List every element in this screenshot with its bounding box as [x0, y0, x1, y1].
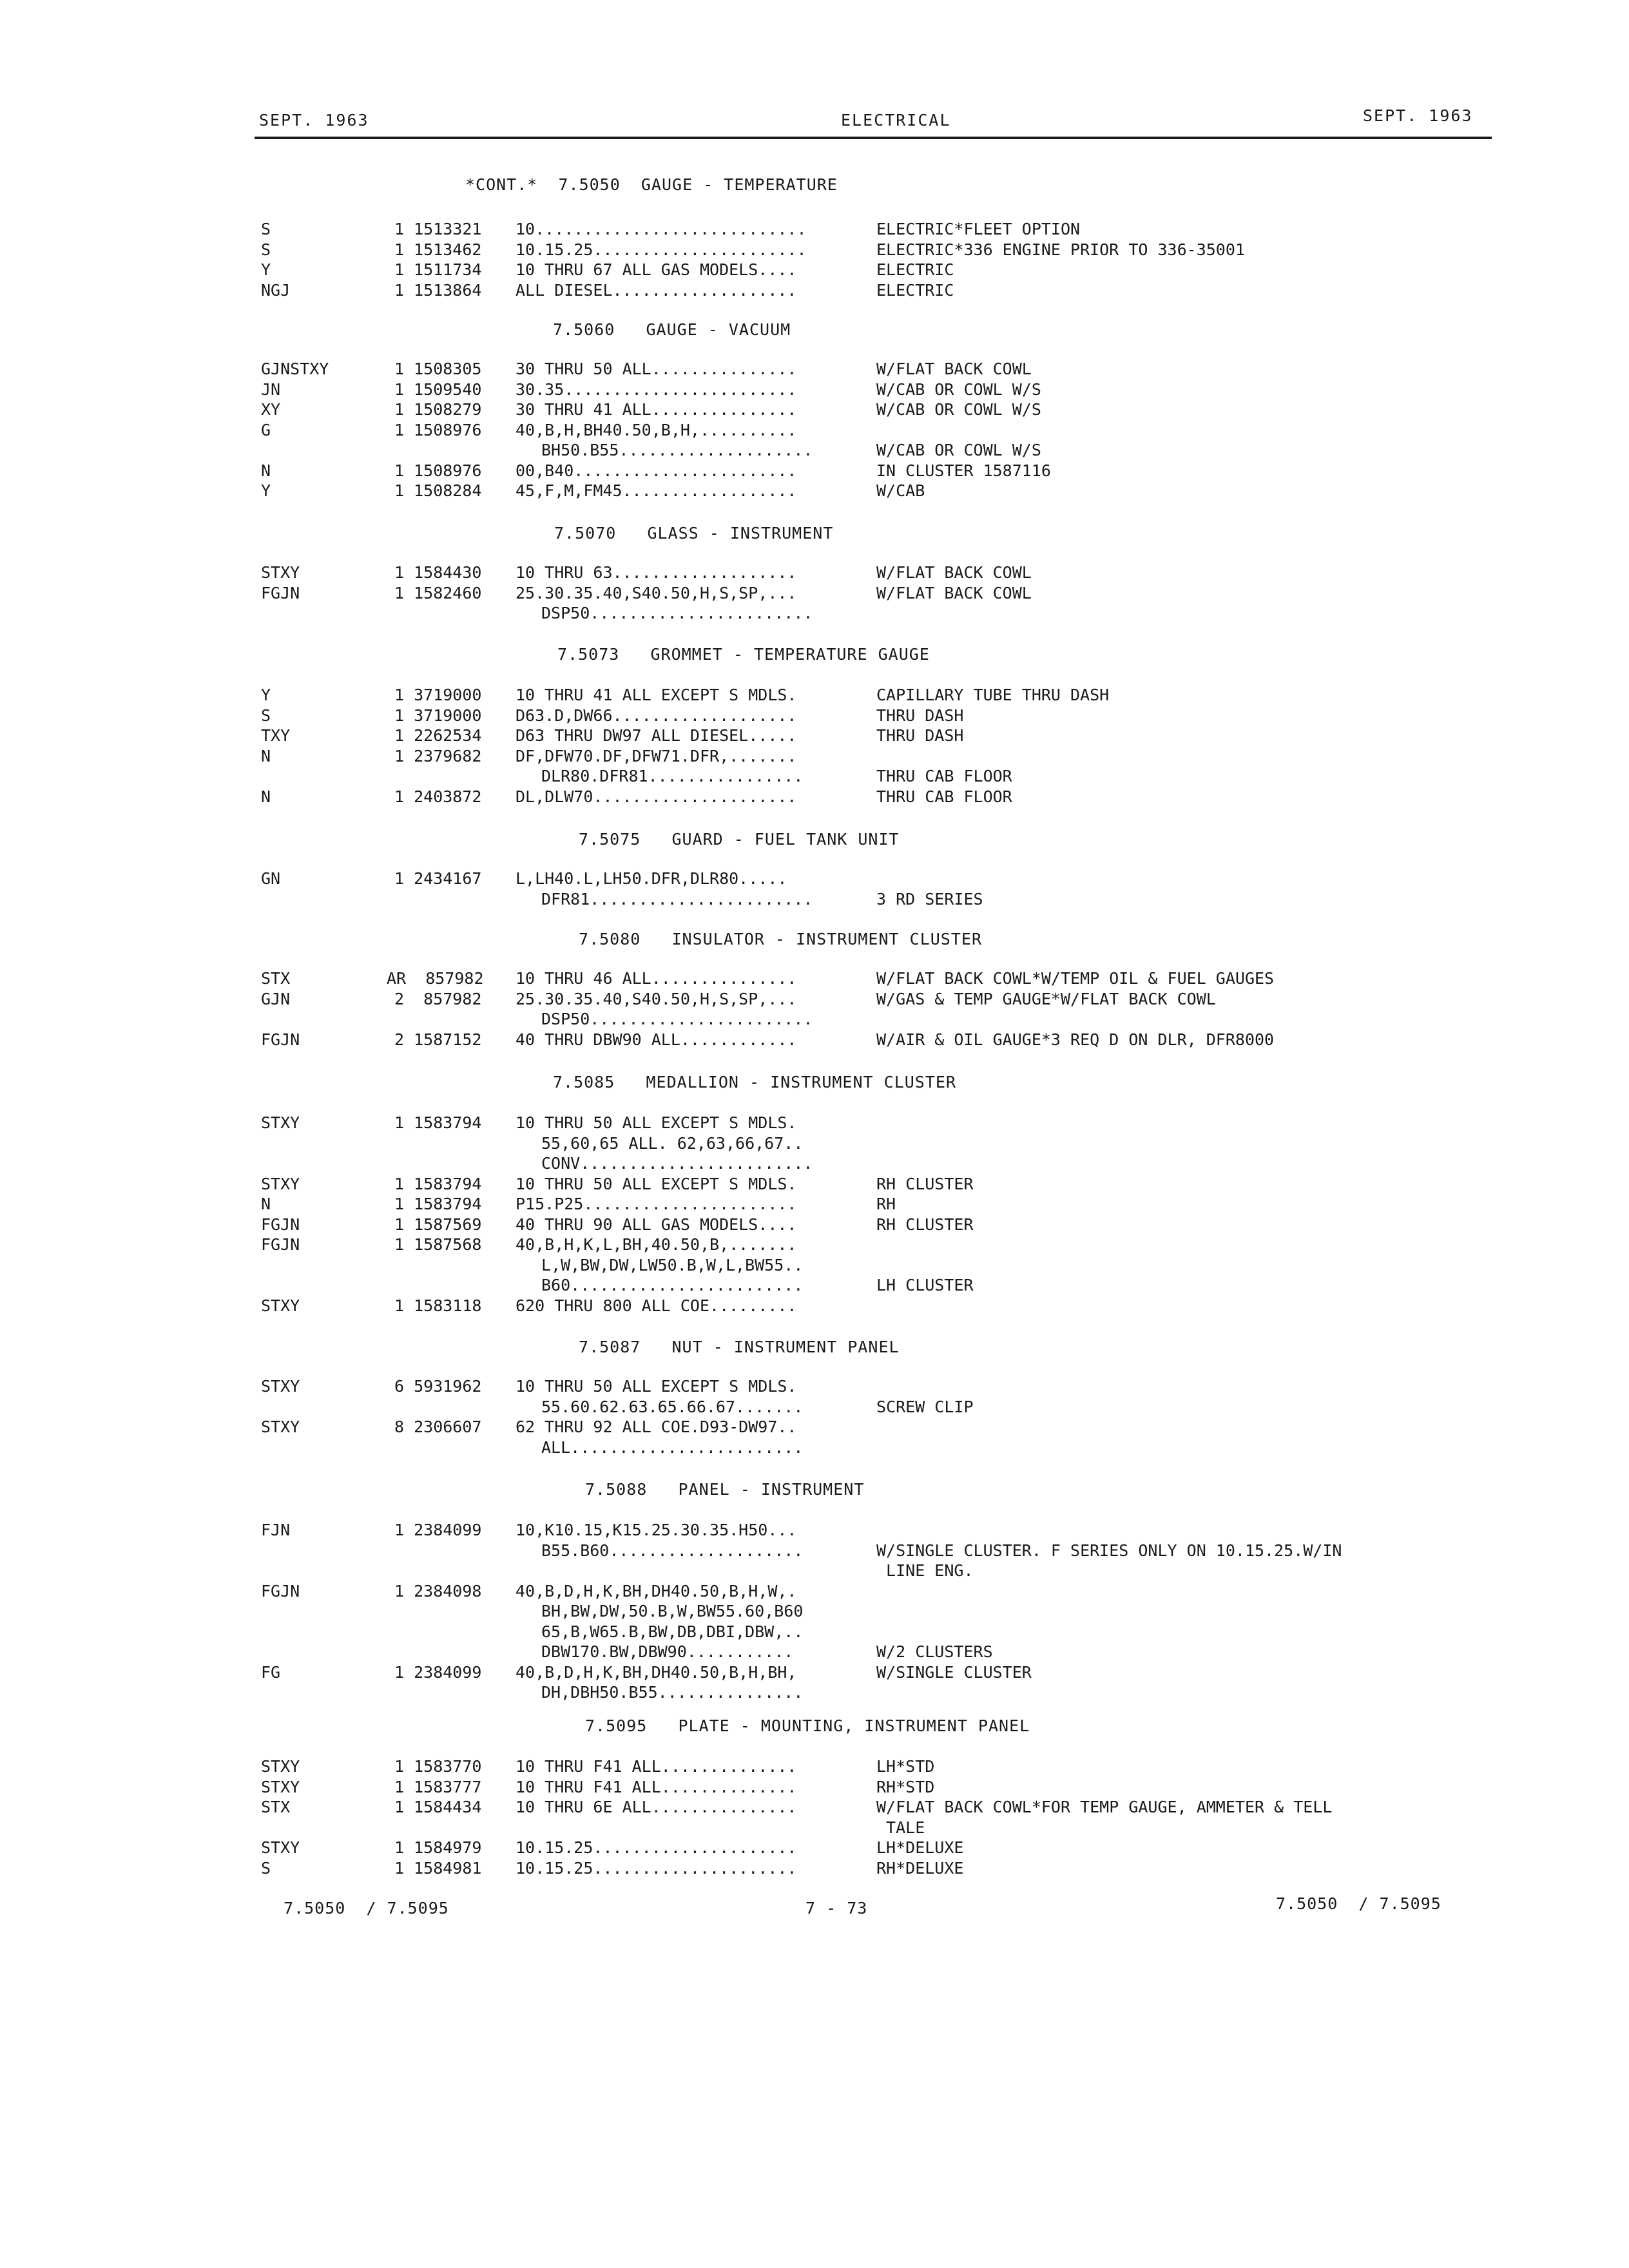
qty-part-number: 1 1508279: [394, 400, 482, 419]
part-row: [0, 685, 1547, 706]
model-code: STXY: [261, 1377, 300, 1396]
remarks: ELECTRIC*FLEET OPTION: [876, 220, 1081, 238]
model-code: STXY: [261, 1174, 300, 1193]
application: ALL DIESEL...................: [516, 280, 797, 300]
footer-page-number: 7 - 73: [805, 1899, 868, 1917]
application: 40 THRU 90 ALL GAS MODELS....: [516, 1215, 797, 1234]
part-row: [0, 562, 1547, 583]
remarks: TALE: [876, 1818, 925, 1837]
part-row: [0, 583, 1547, 604]
remarks: W/AIR & OIL GAUGE*3 REQ D ON DLR, DFR8000: [876, 1030, 1275, 1049]
qty-part-number: 1 1583794: [394, 1174, 482, 1193]
part-row: [0, 1818, 1547, 1838]
application: DF,DFW70.DF,DFW71.DFR,.......: [516, 746, 797, 765]
application: 10,K10.15,K15.25.30.35.H50...: [516, 1521, 797, 1539]
qty-part-number: 1 1584979: [394, 1838, 482, 1857]
application: DSP50.......................: [541, 1010, 813, 1028]
application: P15.P25......................: [516, 1195, 797, 1213]
qty-part-number: 1 2403872: [394, 787, 482, 806]
application: DSP50.......................: [541, 604, 813, 622]
model-code: FJN: [261, 1521, 291, 1539]
remarks: SCREW CLIP: [876, 1397, 974, 1416]
qty-part-number: 1 1508976: [394, 461, 482, 480]
part-row: [0, 1275, 1547, 1296]
model-code: STXY: [261, 563, 300, 582]
application: 10.15.25.....................: [516, 1858, 797, 1878]
part-row: [0, 380, 1547, 400]
application: 25.30.35.40,S40.50,H,S,SP,...: [516, 989, 797, 1008]
part-row: [0, 219, 1547, 240]
remarks: W/CAB: [876, 481, 925, 500]
remarks: ELECTRIC: [876, 260, 954, 279]
model-code: S: [261, 706, 271, 725]
remarks: RH*DELUXE: [876, 1858, 964, 1878]
application: BH50.B55....................: [541, 441, 813, 459]
footer-left-range: 7.5050 / 7.5095: [284, 1899, 449, 1917]
qty-part-number: 1 1508305: [394, 360, 482, 378]
qty-part-number: 1 2384098: [394, 1581, 482, 1600]
application: 30 THRU 50 ALL...............: [516, 360, 797, 378]
part-row: [0, 989, 1547, 1010]
remarks: W/FLAT BACK COWL*FOR TEMP GAUGE, AMMETER & TELL: [876, 1798, 1333, 1816]
model-code: STX: [261, 969, 291, 988]
part-row: [0, 1838, 1547, 1858]
part-row: [0, 1417, 1547, 1437]
application: 25.30.35.40,S40.50,H,S,SP,...: [516, 583, 797, 602]
model-code: TXY: [261, 726, 291, 745]
part-row: [0, 1756, 1547, 1777]
remarks: CAPILLARY TUBE THRU DASH: [876, 686, 1110, 704]
qty-part-number: 1 1513864: [394, 280, 482, 300]
section-title: 7.5075 GUARD - FUEL TANK UNIT: [579, 830, 900, 849]
part-row: [0, 280, 1547, 301]
application: D63.D,DW66...................: [516, 706, 797, 725]
application: 40,B,H,BH40.50,B,H,..........: [516, 420, 797, 439]
qty-part-number: 1 1583777: [394, 1777, 482, 1796]
remarks: RH CLUSTER: [876, 1174, 974, 1193]
part-row: [0, 1437, 1547, 1458]
model-code: STXY: [261, 1418, 300, 1436]
remarks: THRU CAB FLOOR: [876, 767, 1012, 785]
application: DH,DBH50.B55...............: [541, 1683, 804, 1702]
remarks: W/SINGLE CLUSTER. F SERIES ONLY ON 10.15.25.W/IN: [876, 1541, 1342, 1560]
header-right-date: SEPT. 1963: [1363, 106, 1473, 125]
part-row: [0, 603, 1547, 624]
application: 10 THRU F41 ALL..............: [516, 1757, 797, 1776]
remarks: W/FLAT BACK COWL: [876, 583, 1032, 602]
application: 10 THRU 67 ALL GAS MODELS....: [516, 260, 797, 279]
remarks: 3 RD SERIES: [876, 889, 983, 908]
part-row: [0, 869, 1547, 889]
part-row: [0, 1174, 1547, 1195]
section-title: 7.5060 GAUGE - VACUUM: [553, 320, 791, 339]
model-code: Y: [261, 686, 271, 704]
application: L,LH40.L,LH50.DFR,DLR80.....: [516, 869, 787, 888]
application: 65,B,W65.B,BW,DB,DBI,DBW,..: [541, 1622, 804, 1641]
part-row: [0, 1030, 1547, 1050]
application: 55.60.62.63.65.66.67.......: [541, 1397, 804, 1416]
application: DLR80.DFR81................: [541, 767, 804, 785]
qty-part-number: 1 1584430: [394, 563, 482, 582]
qty-part-number: 8 2306607: [394, 1418, 482, 1436]
part-row: [0, 1561, 1547, 1581]
part-row: [0, 1215, 1547, 1235]
part-row: [0, 1581, 1547, 1602]
model-code: FGJN: [261, 1235, 300, 1254]
part-row: [0, 746, 1547, 767]
model-code: FG: [261, 1662, 281, 1682]
qty-part-number: 2 857982: [394, 989, 482, 1008]
qty-part-number: 1 2384099: [394, 1521, 482, 1539]
part-row: [0, 1113, 1547, 1133]
qty-part-number: 1 1508284: [394, 481, 482, 500]
header-section-title: ELECTRICAL: [841, 111, 951, 130]
qty-part-number: 1 1583794: [394, 1195, 482, 1213]
section-title: 7.5095 PLATE - MOUNTING, INSTRUMENT PANEL: [585, 1716, 1030, 1735]
model-code: FGJN: [261, 1030, 300, 1049]
model-code: JN: [261, 380, 281, 399]
part-row: [0, 1376, 1547, 1397]
part-row: [0, 359, 1547, 380]
application: 45,F,M,FM45..................: [516, 481, 797, 500]
remarks: RH*STD: [876, 1777, 935, 1796]
model-code: GN: [261, 869, 281, 888]
qty-part-number: 1 1587568: [394, 1235, 482, 1254]
model-code: N: [261, 787, 271, 806]
qty-part-number: 1 1584981: [394, 1858, 482, 1878]
part-row: [0, 1235, 1547, 1255]
section-title: *CONT.* 7.5050 GAUGE - TEMPERATURE: [465, 175, 838, 194]
remarks: LH CLUSTER: [876, 1276, 974, 1294]
qty-part-number: 2 1587152: [394, 1030, 482, 1049]
part-row: [0, 440, 1547, 461]
part-row: [0, 1642, 1547, 1662]
part-row: [0, 889, 1547, 910]
part-row: [0, 766, 1547, 787]
remarks: W/CAB OR COWL W/S: [876, 441, 1041, 459]
qty-part-number: 1 1583794: [394, 1113, 482, 1132]
remarks: THRU CAB FLOOR: [876, 787, 1012, 806]
application: 00,B40.......................: [516, 461, 797, 480]
remarks: THRU DASH: [876, 706, 964, 725]
application: 55,60,65 ALL. 62,63,66,67..: [541, 1133, 804, 1153]
part-row: [0, 1541, 1547, 1561]
application: 30.35........................: [516, 380, 797, 399]
application: 10............................: [516, 220, 807, 238]
model-code: NGJ: [261, 280, 291, 300]
application: DL,DLW70.....................: [516, 787, 797, 806]
part-row: [0, 1797, 1547, 1818]
remarks: RH: [876, 1195, 896, 1213]
part-row: [0, 968, 1547, 989]
model-code: S: [261, 220, 271, 238]
application: D63 THRU DW97 ALL DIESEL.....: [516, 726, 797, 745]
remarks: W/FLAT BACK COWL*W/TEMP OIL & FUEL GAUGES: [876, 969, 1275, 988]
qty-part-number: AR 857982: [387, 969, 484, 988]
section-title: 7.5087 NUT - INSTRUMENT PANEL: [579, 1338, 900, 1356]
application: 40 THRU DBW90 ALL............: [516, 1030, 797, 1049]
model-code: Y: [261, 481, 271, 500]
qty-part-number: 1 1587569: [394, 1215, 482, 1234]
application: DBW170.BW,DBW90...........: [541, 1642, 794, 1661]
remarks: THRU DASH: [876, 726, 964, 745]
qty-part-number: 1 1582460: [394, 583, 482, 602]
model-code: STXY: [261, 1296, 300, 1315]
part-row: [0, 1296, 1547, 1316]
model-code: GJNSTXY: [261, 360, 329, 378]
footer-right-range: 7.5050 / 7.5095: [1276, 1894, 1441, 1913]
qty-part-number: 1 1583770: [394, 1757, 482, 1776]
remarks: W/SINGLE CLUSTER: [876, 1662, 1032, 1682]
part-row: [0, 1520, 1547, 1541]
remarks: ELECTRIC: [876, 280, 954, 300]
model-code: N: [261, 461, 271, 480]
model-code: FGJN: [261, 583, 300, 602]
part-row: [0, 1153, 1547, 1174]
model-code: N: [261, 1195, 271, 1213]
remarks: W/CAB OR COWL W/S: [876, 400, 1041, 419]
part-row: [0, 1601, 1547, 1622]
application: 10.15.25......................: [516, 240, 807, 259]
part-row: [0, 1397, 1547, 1418]
model-code: G: [261, 420, 271, 439]
application: CONV........................: [541, 1154, 813, 1173]
model-code: XY: [261, 400, 281, 419]
model-code: FGJN: [261, 1215, 300, 1234]
application: 10 THRU 63...................: [516, 563, 797, 582]
part-row: [0, 1255, 1547, 1276]
application: 40,B,H,K,L,BH,40.50,B,.......: [516, 1235, 797, 1254]
remarks: W/2 CLUSTERS: [876, 1642, 993, 1661]
qty-part-number: 6 5931962: [394, 1377, 482, 1396]
part-row: [0, 1194, 1547, 1215]
application: DFR81.......................: [541, 889, 813, 908]
section-title: 7.5085 MEDALLION - INSTRUMENT CLUSTER: [553, 1073, 956, 1091]
remarks: RH CLUSTER: [876, 1215, 974, 1234]
part-row: [0, 461, 1547, 481]
application: 40,B,D,H,K,BH,DH40.50,B,H,W,.: [516, 1581, 797, 1600]
qty-part-number: 1 2379682: [394, 746, 482, 765]
part-row: [0, 1133, 1547, 1154]
model-code: GJN: [261, 989, 291, 1008]
section-title: 7.5073 GROMMET - TEMPERATURE GAUGE: [557, 645, 930, 664]
qty-part-number: 1 3719000: [394, 706, 482, 725]
model-code: FGJN: [261, 1581, 300, 1600]
application: 10 THRU 41 ALL EXCEPT S MDLS.: [516, 686, 797, 704]
application: B60........................: [541, 1276, 804, 1294]
qty-part-number: 1 1583118: [394, 1296, 482, 1315]
part-row: [0, 399, 1547, 420]
remarks: LH*DELUXE: [876, 1838, 964, 1857]
model-code: S: [261, 1858, 271, 1878]
part-row: [0, 706, 1547, 726]
remarks: W/GAS & TEMP GAUGE*W/FLAT BACK COWL: [876, 989, 1216, 1008]
header-left-date: SEPT. 1963: [259, 111, 369, 130]
qty-part-number: 1 1513321: [394, 220, 482, 238]
qty-part-number: 1 1508976: [394, 420, 482, 439]
application: L,W,BW,DW,LW50.B,W,L,BW55..: [541, 1255, 804, 1274]
part-row: [0, 1777, 1547, 1798]
application: 10.15.25.....................: [516, 1838, 797, 1857]
remarks: ELECTRIC*336 ENGINE PRIOR TO 336-35001: [876, 240, 1245, 259]
qty-part-number: 1 1509540: [394, 380, 482, 399]
application: 10 THRU 46 ALL...............: [516, 969, 797, 988]
application: ALL........................: [541, 1437, 804, 1457]
part-row: [0, 240, 1547, 260]
part-row: [0, 1009, 1547, 1030]
model-code: Y: [261, 260, 271, 279]
application: 10 THRU 50 ALL EXCEPT S MDLS.: [516, 1174, 797, 1193]
model-code: STXY: [261, 1838, 300, 1857]
part-row: [0, 726, 1547, 746]
qty-part-number: 1 3719000: [394, 686, 482, 704]
application: 10 THRU 50 ALL EXCEPT S MDLS.: [516, 1113, 797, 1132]
part-row: [0, 1622, 1547, 1642]
application: 40,B,D,H,K,BH,DH40.50,B,H,BH,: [516, 1662, 797, 1682]
part-row: [0, 1682, 1547, 1703]
section-title: 7.5088 PANEL - INSTRUMENT: [585, 1480, 865, 1499]
header-rule: [255, 137, 1492, 139]
part-row: [0, 1662, 1547, 1683]
model-code: S: [261, 240, 271, 259]
application: 620 THRU 800 ALL COE.........: [516, 1296, 797, 1315]
qty-part-number: 1 2434167: [394, 869, 482, 888]
part-row: [0, 787, 1547, 807]
application: 30 THRU 41 ALL...............: [516, 400, 797, 419]
model-code: STXY: [261, 1757, 300, 1776]
model-code: N: [261, 746, 271, 765]
remarks: LINE ENG.: [876, 1561, 974, 1580]
remarks: W/FLAT BACK COWL: [876, 360, 1032, 378]
part-row: [0, 481, 1547, 501]
model-code: STX: [261, 1798, 291, 1816]
application: 10 THRU 6E ALL...............: [516, 1798, 797, 1816]
section-title: 7.5080 INSULATOR - INSTRUMENT CLUSTER: [579, 930, 982, 948]
remarks: LH*STD: [876, 1757, 935, 1776]
application: 10 THRU F41 ALL..............: [516, 1777, 797, 1796]
part-row: [0, 1858, 1547, 1879]
remarks: W/CAB OR COWL W/S: [876, 380, 1041, 399]
application: B55.B60....................: [541, 1541, 804, 1560]
model-code: STXY: [261, 1777, 300, 1796]
part-row: [0, 420, 1547, 441]
part-row: [0, 260, 1547, 280]
qty-part-number: 1 2384099: [394, 1662, 482, 1682]
qty-part-number: 1 2262534: [394, 726, 482, 745]
application: BH,BW,DW,50.B,W,BW55.60,B60: [541, 1602, 804, 1620]
model-code: STXY: [261, 1113, 300, 1132]
remarks: IN CLUSTER 1587116: [876, 461, 1051, 480]
qty-part-number: 1 1511734: [394, 260, 482, 279]
qty-part-number: 1 1584434: [394, 1798, 482, 1816]
application: 10 THRU 50 ALL EXCEPT S MDLS.: [516, 1377, 797, 1396]
section-title: 7.5070 GLASS - INSTRUMENT: [554, 524, 834, 543]
remarks: W/FLAT BACK COWL: [876, 563, 1032, 582]
qty-part-number: 1 1513462: [394, 240, 482, 259]
application: 62 THRU 92 ALL COE.D93-DW97..: [516, 1418, 797, 1436]
